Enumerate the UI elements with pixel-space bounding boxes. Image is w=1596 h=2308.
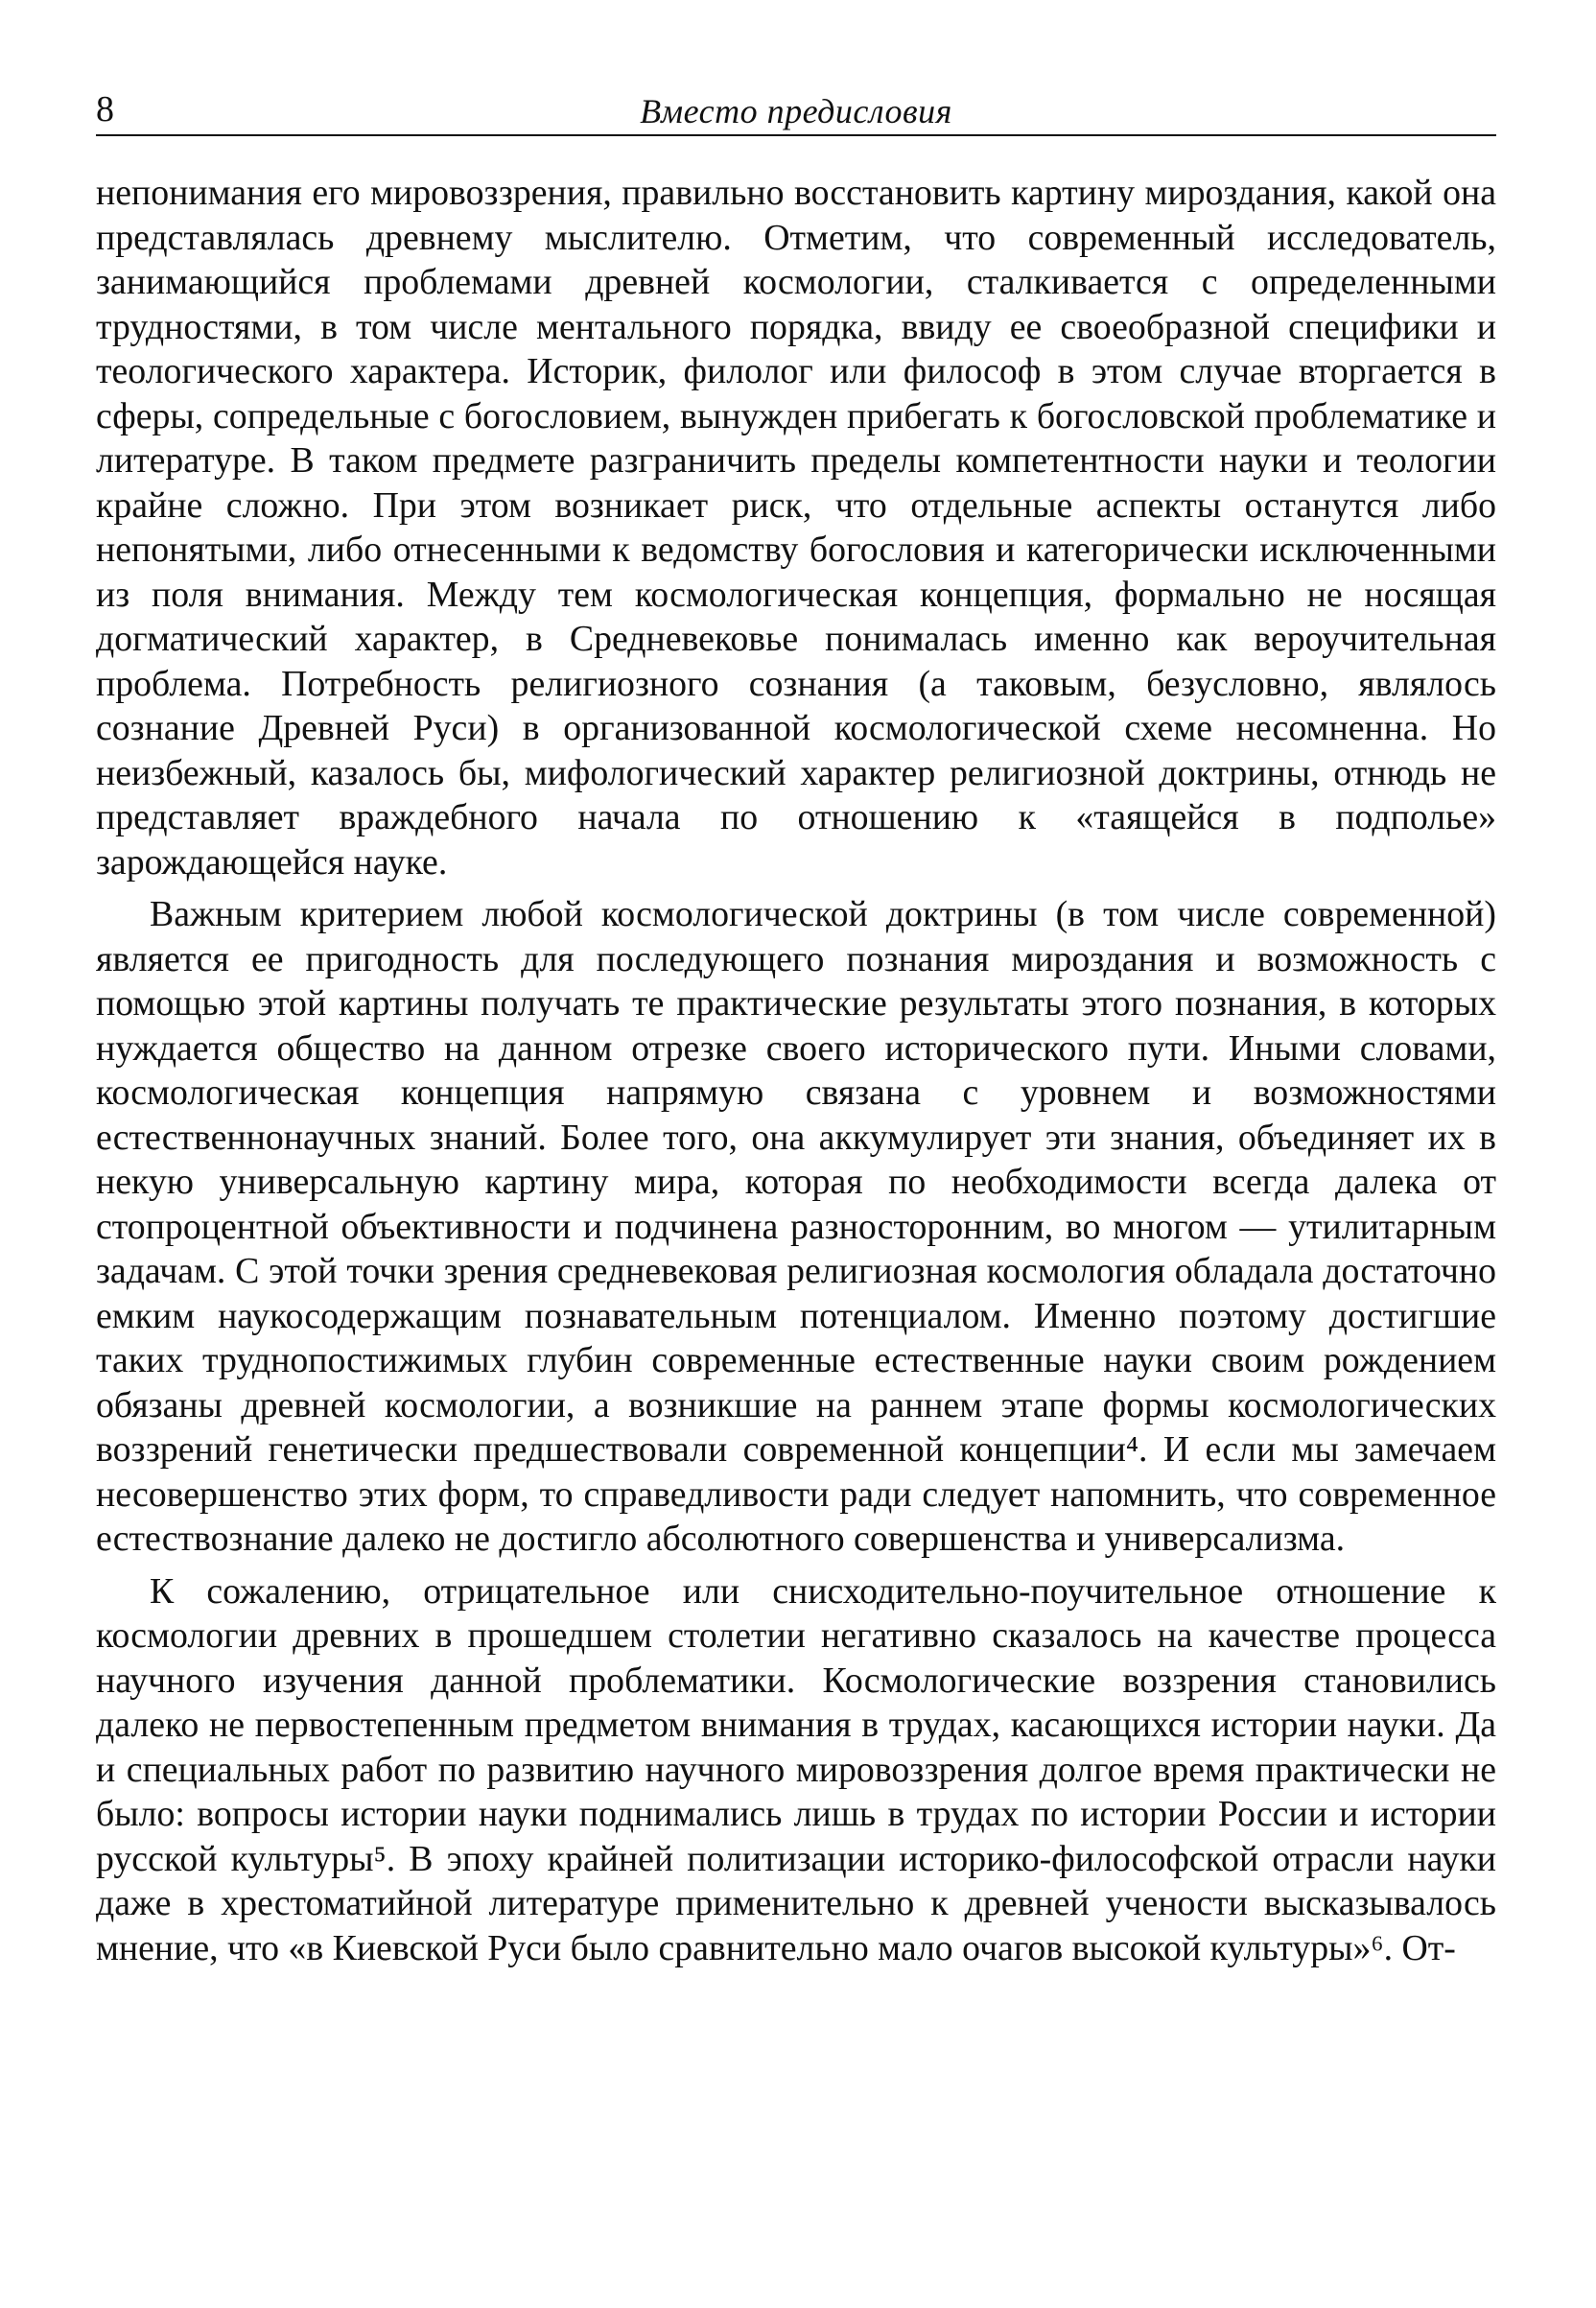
running-title: Вместо предисловия (640, 92, 952, 130)
page-number: 8 (96, 89, 114, 130)
paragraph-2: Важным критерием любой космологической доктрины (в том числе современной) является ее пригодность для последующего познания мироздания и возможность с помощью этой картины получать те практические результаты этого познания, в которых нуждается общество на данном отрезке своего исторического пути. Иными словами, космологическая концепция напрямую связана с уровнем и возможностями естественнонаучных знаний. Более того, она аккумулирует эти знания, объединяет их в некую универсальную картину мира, которая по необходимости всегда далека от стопроцентной объективности и подчинена разносторонним, во многом — утилитарным задачам. С этой точки зрения средневековая религиозная космология обладала достаточно емким наукосодержащим познавательным потенциалом. Именно поэтому достигшие таких труднопостижимых глубин современные естественные науки своим рождением обязаны древней космологии, а возникшие на раннем этапе формы космологических воззрений генетически предшествовали современной концепции⁴. И если мы замечаем несовершенство этих форм, то справедливости ради следует напомнить, что современное естествознание далеко не достигло абсолютного совершенства и универсализма. (96, 894, 1496, 1559)
paragraph-3: К сожалению, отрицательное или снисходительно-поучительное отношение к космологии древних в прошедшем столетии негативно сказалось на качестве процесса научного изучения данной проблематики. Космологические воззрения становились далеко не первостепенным предметом внимания в трудах, касающихся истории науки. Да и специальных работ по развитию научного мировоззрения долгое время практически не было: вопросы истории науки поднимались лишь в трудах по истории России и истории русской культуры⁵. В эпоху крайней политизации историко-философской отрасли науки даже в хрестоматийной литературе применительно к древней учености высказывалось мнение, что «в Киевской Руси было сравнительно мало очагов высокой культуры»⁶. От- (96, 1570, 1496, 1968)
page-header (96, 84, 1496, 136)
body-text (96, 171, 1496, 1970)
paragraph-1: непонимания его мировоззрения, правильно восстановить картину мироздания, какой она представлялась древнему мыслителю. Отметим, что современный исследователь, занимающийся проблемами древней космологии, сталкивается с определенными трудностями, в том числе ментального порядка, ввиду ее своеобразной специфики и теологического характера. Историк, филолог или философ в этом случае вторгается в сферы, сопредельные с богословием, вынужден прибегать к богословской проблематике и литературе. В таком предмете разграничить пределы компетентности науки и теологии крайне сложно. При этом возникает риск, что отдельные аспекты останутся либо непонятыми, либо отнесенными к ведомству богословия и категорически исключенными из поля внимания. Между тем космологическая концепция, формально не носящая догматический характер, в Средневековье понималась именно как вероучительная проблема. Потребность религиозного сознания (а таковым, безусловно, являлось сознание Древней Руси) в организованной космологической схеме несомненна. Но неизбежный, казалось бы, мифологический характер религиозной доктрины, отнюдь не представляет враждебного начала по отношению к «таящейся в подполье» зарождающейся науке. (96, 173, 1496, 883)
